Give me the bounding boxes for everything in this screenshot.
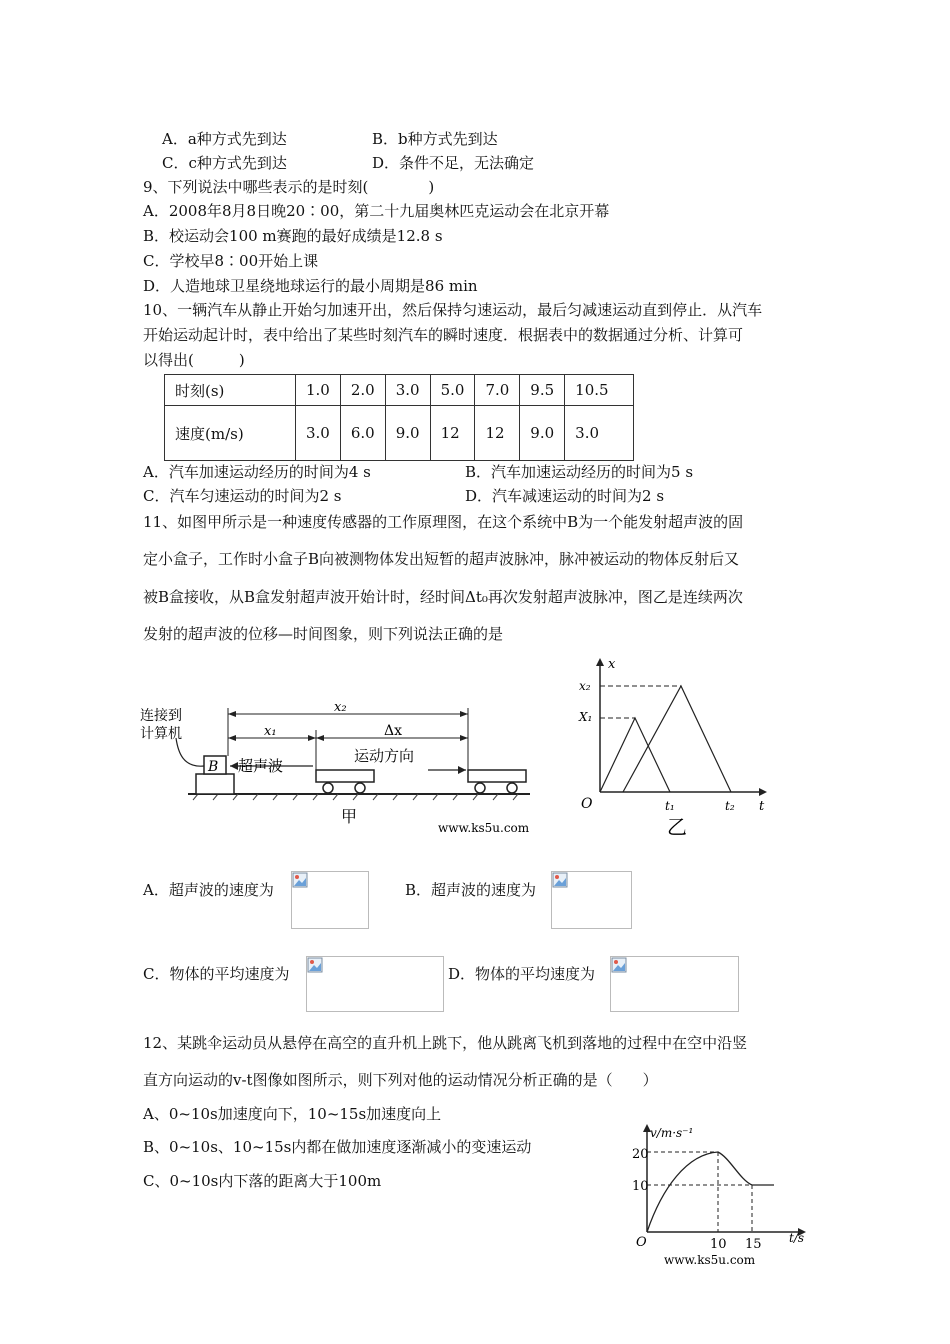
label-t1: t₁ (665, 799, 675, 813)
figure-yi-caption: 乙 (667, 815, 687, 839)
broken-image-icon (611, 957, 627, 973)
figure-jia (138, 690, 538, 840)
axis-x-label: x (608, 657, 616, 672)
q9-stem: 9、下列说法中哪些表示的是时刻( ) (143, 178, 435, 196)
label-t2: t₂ (725, 799, 735, 813)
origin-label: O (636, 1235, 647, 1250)
q10-option-a: A．汽车加速运动经历的时间为4 s (143, 463, 371, 481)
q11-option-c: C．物体的平均速度为 (143, 965, 290, 983)
label-x1-level: X₁ (579, 710, 593, 724)
broken-image-icon (307, 957, 323, 973)
broken-image-icon (292, 872, 308, 888)
table-row (165, 375, 634, 406)
label-x2: x₂ (334, 700, 347, 715)
figure-jia-caption: 甲 (341, 807, 358, 826)
q10-option-c: C．汽车匀速运动的时间为2 s (143, 487, 342, 505)
q12-stem-line1: 12、某跳伞运动员从悬停在高空的直升机上跳下，他从跳离飞机到落地的过程中在空中沿竖 (143, 1034, 748, 1052)
q11-stem-line1: 11、如图甲所示是一种速度传感器的工作原理图，在这个系统中B为一个能发射超声波的固 (143, 513, 744, 531)
tick-x-10: 10 (710, 1237, 727, 1252)
cart-2 (468, 770, 526, 782)
q8-option-c: C．c种方式先到达 (162, 154, 287, 172)
table-cell: 12 (475, 406, 520, 461)
q12-stem-line2: 直方向运动的v-t图像如图所示，则下列对他的运动情况分析正确的是（ ） (143, 1071, 658, 1089)
figure-yi (575, 652, 775, 842)
formula-image-b (551, 871, 632, 929)
tick-x-15: 15 (745, 1237, 762, 1252)
q11-stem-line2: 定小盒子，工作时小盒子B向被测物体发出短暂的超声波脉冲，脉冲被运动的物体反射后又 (143, 550, 740, 568)
q11-option-d: D．物体的平均速度为 (448, 965, 596, 983)
q10-stem-line3: 以得出( ) (143, 351, 245, 369)
q9-option-c: C．学校早8∶00开始上课 (143, 252, 319, 270)
label-x1: x₁ (264, 724, 277, 739)
table-cell: 5.0 (430, 375, 475, 406)
q9-option-a: A．2008年8月8日晚20∶00，第二十九届奥林匹克运动会在北京开幕 (143, 202, 610, 220)
cart-1 (316, 770, 374, 782)
table-cell: 9.5 (520, 375, 565, 406)
table-cell: 6.0 (340, 406, 385, 461)
q11-stem-line4: 发射的超声波的位移—时间图象，则下列说法正确的是 (143, 625, 504, 643)
label-dx: Δx (384, 723, 403, 739)
axis-t-label: t (759, 799, 765, 814)
formula-image-d (610, 956, 739, 1012)
box-b-label: B (208, 759, 219, 775)
ultrasound-label: 超声波 (238, 757, 284, 775)
table-cell: 1.0 (296, 375, 341, 406)
q11-option-a: A．超声波的速度为 (143, 881, 274, 899)
q8-option-a: A．a种方式先到达 (162, 130, 287, 148)
table-cell: 3.0 (385, 375, 430, 406)
table-cell: 2.0 (340, 375, 385, 406)
axis-t-label: t/s (789, 1231, 805, 1245)
vt-curve (647, 1152, 774, 1232)
q8-option-d: D．条件不足，无法确定 (372, 154, 535, 172)
q12-option-a: A、0~10s加速度向下，10~15s加速度向上 (143, 1105, 442, 1123)
table-cell: 10.5 (565, 375, 634, 406)
table-cell: 3.0 (565, 406, 634, 461)
vt-graph (622, 1118, 822, 1268)
table-row (165, 406, 634, 461)
connect-label-line2: 计算机 (140, 726, 182, 742)
q10-stem-line1: 10、一辆汽车从静止开始匀加速开出，然后保持匀速运动，最后匀减速运动直到停止．从汽车 (143, 301, 763, 319)
broken-image-icon (552, 872, 568, 888)
tick-y-20: 20 (632, 1147, 649, 1162)
watermark-2: www.ks5u.com (664, 1253, 756, 1267)
speed-table (164, 374, 634, 461)
q9-option-d: D．人造地球卫星绕地球运行的最小周期是86 min (143, 277, 478, 295)
q11-stem-line3: 被B盒接收，从B盒发射超声波开始计时，经时间Δt₀再次发射超声波脉冲，图乙是连续两次 (143, 588, 743, 606)
q12-option-b: B、0~10s、10~15s内都在做加速度逐渐减小的变速运动 (143, 1138, 532, 1156)
q9-option-b: B．校运动会100 m赛跑的最好成绩是12.8 s (143, 227, 443, 245)
q11-option-b: B．超声波的速度为 (405, 881, 537, 899)
label-x2-level: x₂ (579, 679, 591, 693)
tick-y-10: 10 (632, 1179, 649, 1194)
q8-option-b: B．b种方式先到达 (372, 130, 498, 148)
formula-image-c (306, 956, 444, 1012)
axis-v-label: v/m·s⁻¹ (650, 1126, 694, 1140)
origin-label: O (581, 796, 593, 812)
q10-option-b: B．汽车加速运动经历的时间为5 s (465, 463, 694, 481)
q10-option-d: D．汽车减速运动的时间为2 s (465, 487, 665, 505)
table-header-speed: 速度(m/s) (165, 406, 296, 461)
formula-image-a (291, 871, 369, 929)
table-header-time: 时刻(s) (165, 375, 296, 406)
table-cell: 9.0 (520, 406, 565, 461)
q12-option-c: C、0~10s内下落的距离大于100m (143, 1172, 382, 1190)
table-cell: 9.0 (385, 406, 430, 461)
table-cell: 3.0 (296, 406, 341, 461)
table-cell: 7.0 (475, 375, 520, 406)
motion-direction-label: 运动方向 (354, 747, 415, 765)
table-cell: 12 (430, 406, 475, 461)
connect-label-line1: 连接到 (140, 708, 182, 724)
watermark-1: www.ks5u.com (438, 821, 530, 835)
q10-stem-line2: 开始运动起计时，表中给出了某些时刻汽车的瞬时速度．根据表中的数据通过分析、计算可 (143, 326, 744, 344)
